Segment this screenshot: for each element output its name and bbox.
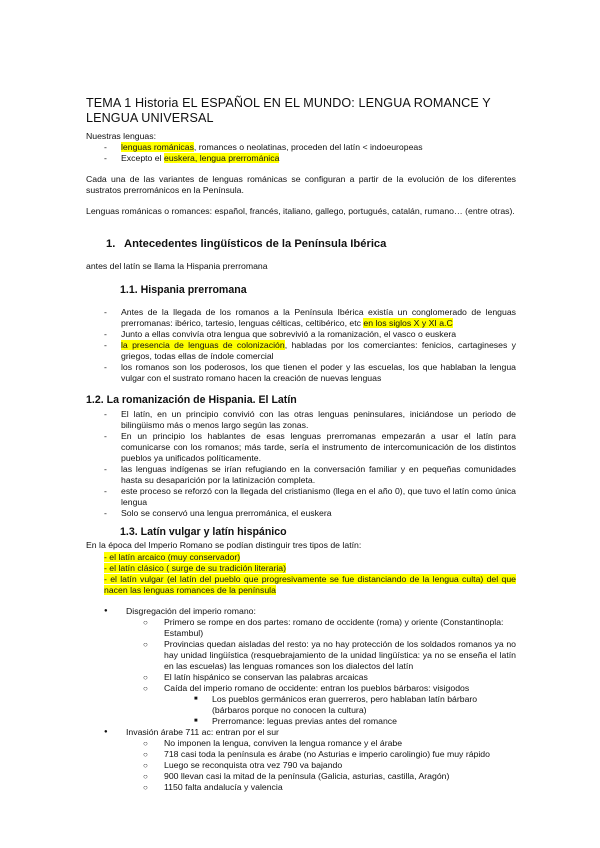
section-heading: 1. Antecedentes lingüísticos de la Península Ibérica bbox=[106, 238, 387, 250]
romanizacion-list bbox=[86, 409, 516, 519]
list-item: - lenguas románicas, romances o neolatinas, proceden del latín < indoeuropeas bbox=[86, 142, 516, 153]
list-item: - la presencia de lenguas de colonización, habladas por los comerciantes: fenicios, cartagineses y griegos, todas ellas de índole comercial bbox=[86, 340, 516, 362]
intro-paragraph: Cada una de las variantes de lenguas románicas se configuran a partir de la evolución de los diferentes sustratos prerrománicos en la Península. bbox=[86, 174, 516, 195]
list-item: ○ Caída del imperio romano de occidente: entran los pueblos bárbaros: visigodos ■ Los pueblos germánicos eran guerreros, pero hablaban latín bárbaro (bárbaros porque no conocen la cultura) ■ Prerromance: leguas previas antes del romance bbox=[126, 683, 516, 727]
list-item: ○ 900 llevan casi la mitad de la península (Galicia, asturias, castilla, Aragón) bbox=[126, 771, 516, 782]
subsection-heading: 1.1. Hispania prerromana bbox=[120, 284, 247, 296]
list-item: - Excepto el euskera, lengua prerrománica bbox=[86, 153, 516, 164]
list-item: ○ 1150 falta andalucía y valencia bbox=[126, 782, 516, 793]
subsection-heading: 1.3. Latín vulgar y latín hispánico bbox=[120, 526, 287, 538]
subsection-heading: 1.2. La romanización de Hispania. El Latín bbox=[86, 394, 297, 406]
latin-types bbox=[86, 552, 516, 596]
list-item: ■ Prerromance: leguas previas antes del romance bbox=[164, 716, 516, 727]
list-item: - Antes de la llegada de los romanos a la Península Ibérica existía un conglomerado de lenguas prerromanas: ibérico, tartesio, lenguas célticas, celtibérico, etc en los siglos X y XI a.C bbox=[86, 307, 516, 329]
document-content bbox=[86, 96, 516, 793]
list-item: - las lenguas indígenas se irían refugiando en la conversación familiar y en pequeñas comunidades hasta su desaparición por la latinización completa. bbox=[86, 464, 516, 486]
list-item: ○ 718 casi toda la península es árabe (no Asturias e imperio carolingio) fue muy rápido bbox=[126, 749, 516, 760]
intro-label: Nuestras lenguas: bbox=[86, 131, 157, 141]
section-intro: antes del latín se llama la Hispania prerromana bbox=[86, 261, 268, 271]
list-item: ○ Provincias quedan aisladas del resto: ya no hay protección de los soldados romanos ya no hay unidad lingüística (resquebrajamiento de la unidad lingüística: ya no se enseña el latín en las escuelas) las lenguas romances son los dialectos del latín bbox=[126, 639, 516, 672]
list-item: ○ Luego se reconquista otra vez 790 va bajando bbox=[126, 760, 516, 771]
latin-type: - el latín vulgar (el latín del pueblo que progresivamente se fue distanciando de la lengua culta) del que nacen las lenguas romances de la península bbox=[104, 574, 516, 595]
outline-sublist bbox=[126, 617, 516, 727]
list-item: - Junto a ellas convivía otra lengua que sobrevivió a la romanización, el vasco o euskera bbox=[86, 329, 516, 340]
list-item: - los romanos son los poderosos, los que tienen el poder y las escuelas, los que hablaban la lengua vulgar con el sustrato romano hacen la creación de nuevas lenguas bbox=[86, 362, 516, 384]
outline-subsublist bbox=[164, 694, 516, 727]
intro-paragraph: Lenguas románicas o romances: español, francés, italiano, gallego, portugués, catalán, rumano… (entre otras). bbox=[86, 206, 515, 216]
outline-item: ● Invasión árabe 711 ac: entran por el sur ○ No imponen la lengua, conviven la lengua romance y el árabe ○ 718 casi toda la península es árabe (no Asturias e imperio carolingio) fue muy rápido ○ Luego se reconquista otra vez 790 va bajando ○ 900 llevan casi la mitad de la península (Galicia, asturias, castilla, Aragón) ○ 1150 falta andalucía y valencia bbox=[86, 727, 516, 793]
list-item: - En un principio los hablantes de esas lenguas prerromanas empezarán a usar el latín para comunicarse con los romanos; más tarde, sería el instrumento de intercomunicación de los distintos pueblos ya unificados políticamente. bbox=[86, 431, 516, 464]
list-item: ○ No imponen la lengua, conviven la lengua romance y el árabe bbox=[126, 738, 516, 749]
list-item: ■ Los pueblos germánicos eran guerreros, pero hablaban latín bárbaro (bárbaros porque no conocen la cultura) bbox=[164, 694, 516, 716]
list-item: ○ El latín hispánico se conservan las palabras arcaicas bbox=[126, 672, 516, 683]
outline-sublist bbox=[126, 738, 516, 793]
list-item: - El latín, en un principio convivió con las otras lenguas peninsulares, iniciándose un periodo de bilingüismo más o menos largo según las zonas. bbox=[86, 409, 516, 431]
intro-list bbox=[86, 142, 516, 164]
list-item: ○ Primero se rompe en dos partes: romano de occidente (roma) y oriente (Constantinopla: Estambul) bbox=[126, 617, 516, 639]
outline-list bbox=[86, 606, 516, 793]
document-title: TEMA 1 Historia EL ESPAÑOL EN EL MUNDO: LENGUA ROMANCE Y LENGUA UNIVERSAL bbox=[86, 96, 491, 125]
outline-item: ● Disgregación del imperio romano: ○ Primero se rompe en dos partes: romano de occidente (roma) y oriente (Constantinopla: Estambul) ○ Provincias quedan aisladas del resto: ya no hay protección de los soldados romanos ya no hay unidad lingüística (resquebrajamiento de la unidad lingüística: ya no se enseña el latín en las escuelas) las lenguas romances son los dialectos del latín ○ El latín hispánico se conservan las palabras arcaicas ○ Caída del imperio romano de occidente: entran los pueblos bárbaros: visigodos ■ Los pueblos germánicos eran guerreros, pero hablaban latín bárbaro (bárbaros porque no conocen la cultura) ■ Prerromance: leguas previas antes del romance bbox=[86, 606, 516, 727]
latin-type: - el latín arcaico (muy conservador) bbox=[104, 552, 241, 562]
list-item: - Solo se conservó una lengua prerrománica, el euskera bbox=[86, 508, 516, 519]
latin-type: - el latín clásico ( surge de su tradición literaria) bbox=[104, 563, 287, 573]
list-item: - este proceso se reforzó con la llegada del cristianismo (llega en el año 0), que tuvo el latín como única lengua bbox=[86, 486, 516, 508]
hispania-list bbox=[86, 307, 516, 384]
latin-intro: En la época del Imperio Romano se podían distinguir tres tipos de latín: bbox=[86, 540, 362, 550]
